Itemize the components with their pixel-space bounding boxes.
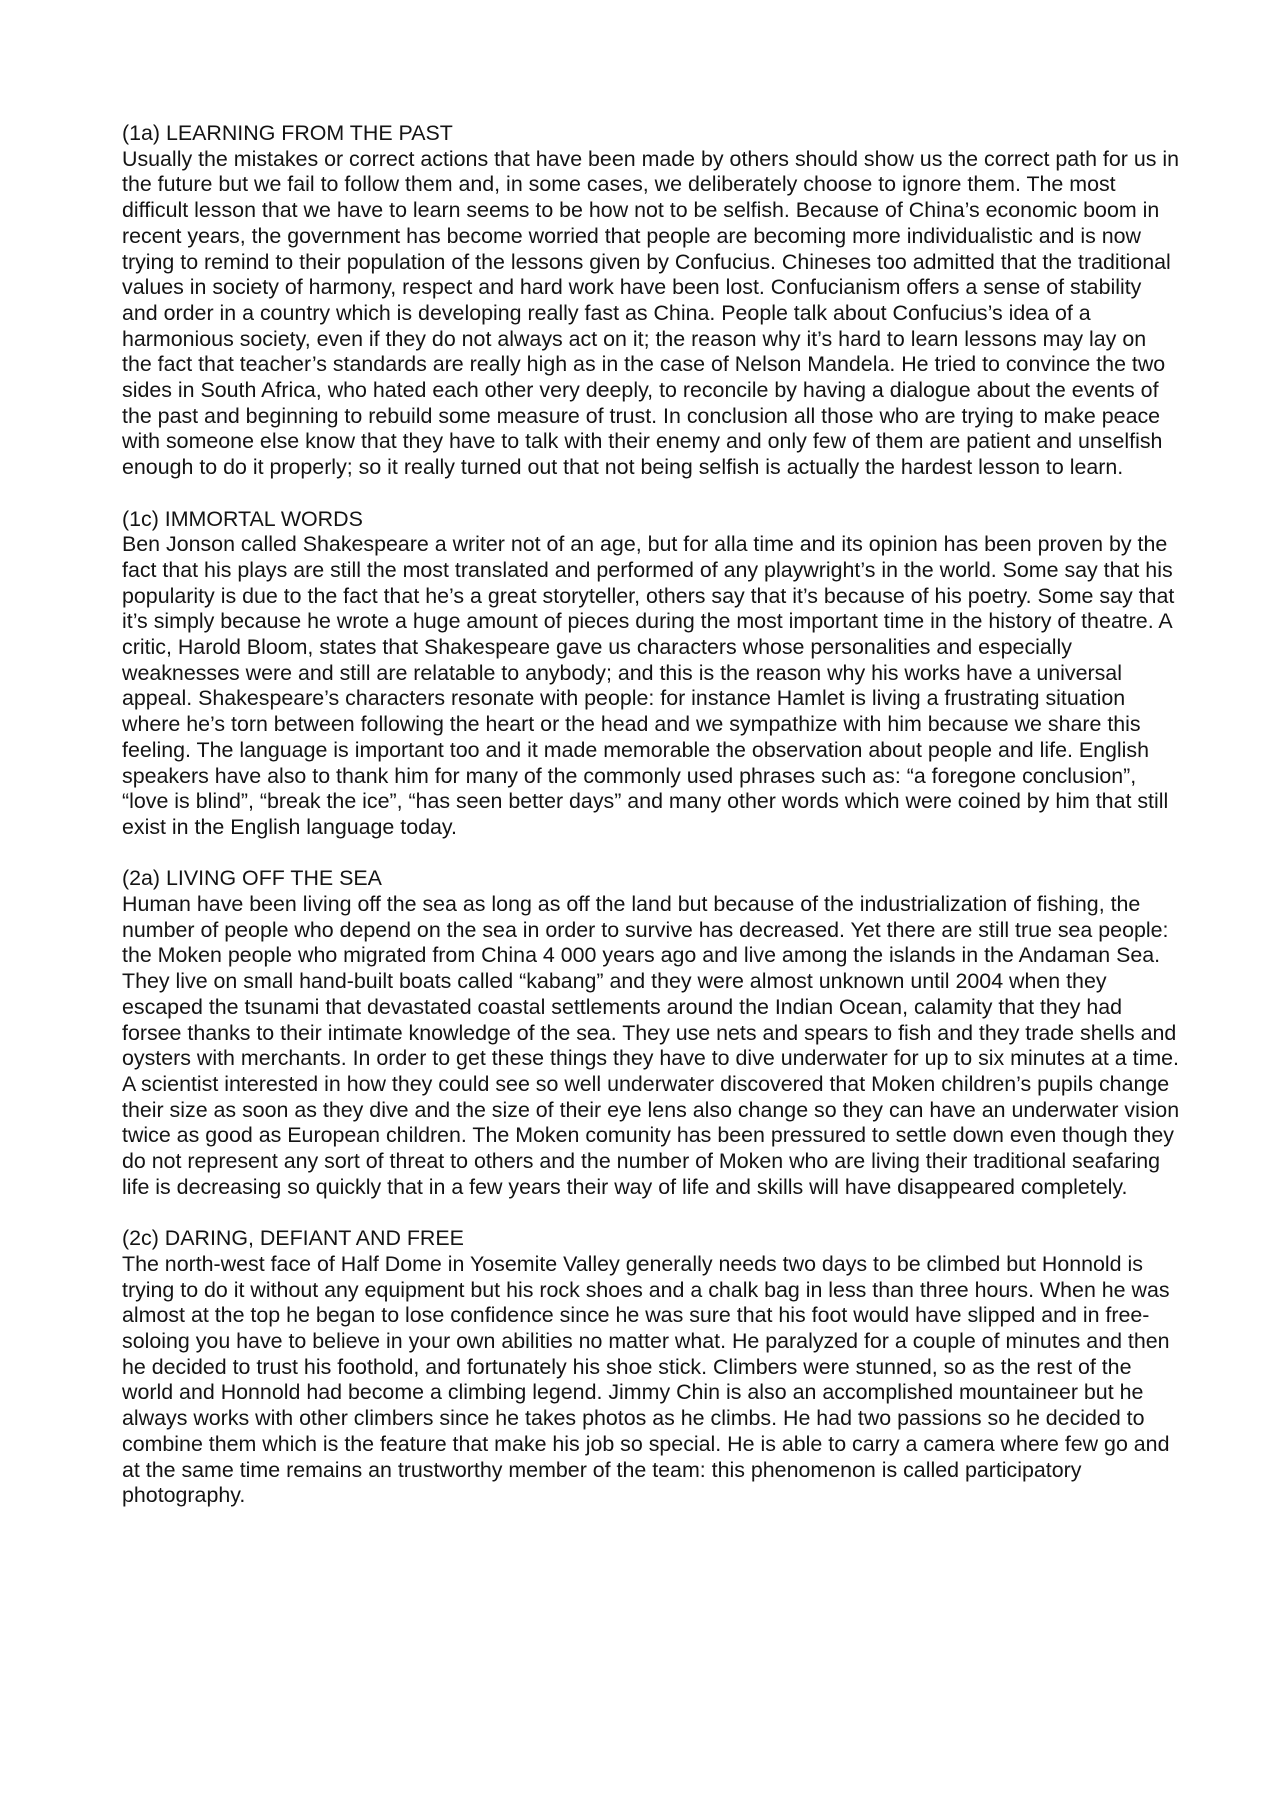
section-body: Human have been living off the sea as long as off the land but because of the industrialization of fishing, the number of people who depend on the sea in order to survive has decreased. Yet there are still true sea people: the Moken people who migrated from China 4 000 years ago and live among the islands in the Andaman Sea. They live on small hand-built boats called “kabang” and they were almost unknown until 2004 when they escaped the tsunami that devastated coastal settlements around the Indian Ocean, calamity that they had forsee thanks to their intimate knowledge of the sea. They use nets and spears to fish and they trade shells and oysters with merchants. In order to get these things they have to dive underwater for up to six minutes at a time. A scientist interested in how they could see so well underwater discovered that Moken children’s pupils change their size as soon as they dive and the size of their eye lens also change so they can have an underwater vision twice as good as European children. The Moken comunity has been pressured to settle down even though they do not represent any sort of threat to others and the number of Moken who are living their traditional seafaring life is decreasing so quickly that in a few years their way of life and skills will have disappeared completely. bbox=[122, 892, 1180, 1199]
section-immortal-words bbox=[122, 507, 1180, 841]
section-body: Usually the mistakes or correct actions that have been made by others should show us the correct path for us in the future but we fail to follow them and, in some cases, we deliberately choose to ignore them. The most difficult lesson that we have to learn seems to be how not to be selfish. Because of China’s economic boom in recent years, the government has become worried that people are becoming more individualistic and is now trying to remind to their population of the lessons given by Confucius. Chineses too admitted that the traditional values in society of harmony, respect and hard work have been lost. Confucianism offers a sense of stability and order in a country which is developing really fast as China. People talk about Confucius’s idea of a harmonious society, even if they do not always act on it; the reason why it’s hard to learn lessons may lay on the fact that teacher’s standards are really high as in the case of Nelson Mandela. He tried to convince the two sides in South Africa, who hated each other very deeply, to reconcile by having a dialogue about the events of the past and beginning to rebuild some measure of trust. In conclusion all those who are trying to make peace with someone else know that they have to talk with their enemy and only few of them are patient and unselfish enough to do it properly; so it really turned out that not being selfish is actually the hardest lesson to learn. bbox=[122, 146, 1179, 480]
section-body: Ben Jonson called Shakespeare a writer not of an age, but for alla time and its opinion has been proven by the fact that his plays are still the most translated and performed of any playwright’s in the world. Some say that his popularity is due to the fact that he’s a great storyteller, others say that it’s because of his poetry. Some say that it’s simply because he wrote a huge amount of pieces during the most important time in the history of theatre. A critic, Harold Bloom, states that Shakespeare gave us characters whose personalities and especially weaknesses were and still are relatable to anybody; and this is the reason why his works have a universal appeal. Shakespeare’s characters resonate with people: for instance Hamlet is living a frustrating situation where he’s torn between following the heart or the head and we sympathize with him because we share this feeling. The language is important too and it made memorable the observation about people and life. English speakers have also to thank him for many of the commonly used phrases such as: “a foregone conclusion”, “love is blind”, “break the ice”, “has seen better days” and many other words which were coined by him that still exist in the English language today. bbox=[122, 532, 1175, 839]
section-heading: (2a) LIVING OFF THE SEA bbox=[122, 866, 382, 891]
section-learning-from-the-past bbox=[122, 121, 1180, 481]
section-heading: (1c) IMMORTAL WORDS bbox=[122, 506, 363, 531]
section-heading: (1a) LEARNING FROM THE PAST bbox=[122, 121, 453, 145]
document-page bbox=[122, 121, 1180, 1535]
section-daring-defiant-and-free bbox=[122, 1226, 1180, 1509]
section-heading: (2c) DARING, DEFIANT AND FREE bbox=[122, 1226, 464, 1251]
section-body: The north-west face of Half Dome in Yosemite Valley generally needs two days to be climbed but Honnold is trying to do it without any equipment but his rock shoes and a chalk bag in less than three hours. When he was almost at the top he began to lose confidence since he was sure that his foot would have slipped and in free-soloing you have to believe in your own abilities no matter what. He paralyzed for a couple of minutes and then he decided to trust his foothold, and fortunately his shoe stick. Climbers were stunned, so as the rest of the world and Honnold had become a climbing legend. Jimmy Chin is also an accomplished mountaineer but he always works with other climbers since he takes photos as he climbs. He had two passions so he decided to combine them which is the feature that make his job so special. He is able to carry a camera where few go and at the same time remains an trustworthy member of the team: this phenomenon is called participatory photography. bbox=[122, 1251, 1170, 1508]
section-living-off-the-sea bbox=[122, 866, 1180, 1200]
